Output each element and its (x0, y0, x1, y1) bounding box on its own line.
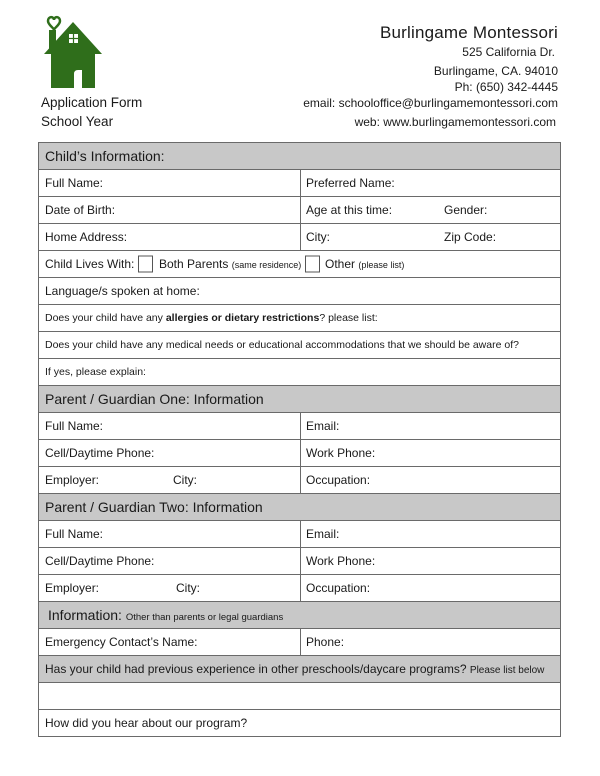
home-address-field[interactable]: Home Address: (45, 230, 128, 244)
both-parents-checkbox[interactable] (138, 256, 153, 273)
guardian-two-email-field[interactable]: Email: (306, 527, 340, 541)
guardian-one-occupation-field[interactable]: Occupation: (306, 473, 371, 487)
preferred-name-field[interactable]: Preferred Name: (306, 176, 395, 190)
preschool-question: Has your child had previous experience in other preschools/daycare programs? Please list below (45, 662, 545, 676)
guardian-one-work-phone-field[interactable]: Work Phone: (306, 446, 376, 460)
form-row (39, 332, 560, 359)
form-row (39, 278, 560, 305)
city-field[interactable]: City: (306, 230, 330, 244)
section-child-info (39, 143, 560, 170)
guardian-one-employer-field[interactable]: Employer: (45, 473, 100, 487)
form-row (39, 170, 560, 197)
form-row (39, 251, 560, 278)
form-row (39, 224, 560, 251)
guardian-two-work-phone-field[interactable]: Work Phone: (306, 554, 376, 568)
guardian-two-occupation-field[interactable]: Occupation: (306, 581, 371, 595)
explain-field[interactable]: If yes, please explain: (45, 366, 146, 378)
form-row (39, 440, 560, 467)
other-checkbox[interactable] (305, 256, 320, 273)
date-of-birth-field[interactable]: Date of Birth: (45, 203, 116, 217)
guardian-one-cell-field[interactable]: Cell/Daytime Phone: (45, 446, 155, 460)
form-row (39, 629, 560, 656)
guardian-one-city-field[interactable]: City: (173, 473, 197, 487)
language-field[interactable]: Language/s spoken at home: (45, 284, 200, 298)
allergies-field[interactable]: Does your child have any allergies or dietary restrictions? please list: (45, 312, 378, 324)
emergency-contact-field[interactable]: Emergency Contact’s Name: (45, 635, 198, 649)
school-year-label: School Year (41, 114, 114, 129)
form-title: Application Form (41, 95, 143, 110)
section-other-info (39, 602, 560, 629)
form-row (39, 656, 560, 683)
section-heading: Parent / Guardian Two: Information (45, 499, 263, 515)
section-heading: Child’s Information: (45, 148, 165, 164)
school-email: email: schooloffice@burlingamemontessori.com (303, 96, 558, 110)
form-row (39, 305, 560, 332)
emergency-phone-field[interactable]: Phone: (306, 635, 345, 649)
heart-icon (48, 17, 60, 30)
age-field[interactable]: Age at this time: (306, 203, 393, 217)
form-row (39, 413, 560, 440)
form-row (39, 575, 560, 602)
school-logo-house (40, 14, 106, 90)
form-row (39, 359, 560, 386)
hear-about-field[interactable]: How did you hear about our program? (45, 716, 248, 730)
guardian-two-employer-field[interactable]: Employer: (45, 581, 100, 595)
street-address: 525 California Dr. (462, 45, 555, 59)
form-row (39, 467, 560, 494)
medical-needs-question: Does your child have any medical needs or educational accommodations that we should be aware of? (45, 339, 519, 351)
school-website: web: www.burlingamemontessori.com (354, 115, 556, 129)
other-label: Other (please list) (325, 257, 405, 271)
guardian-one-name-field[interactable]: Full Name: (45, 419, 104, 433)
guardian-two-name-field[interactable]: Full Name: (45, 527, 104, 541)
form-row (39, 548, 560, 575)
gender-field[interactable]: Gender: (444, 203, 488, 217)
child-full-name-field[interactable]: Full Name: (45, 176, 104, 190)
guardian-two-city-field[interactable]: City: (176, 581, 200, 595)
school-name: Burlingame Montessori (379, 23, 558, 42)
both-parents-label: Both Parents (same residence) (159, 257, 302, 271)
section-heading: Information: Other than parents or legal guardians (48, 607, 284, 623)
guardian-one-email-field[interactable]: Email: (306, 419, 340, 433)
school-phone: Ph: (650) 342-4445 (454, 80, 558, 94)
form-row (39, 197, 560, 224)
preschool-answer-field[interactable] (39, 683, 560, 710)
city-state-zip: Burlingame, CA. 94010 (433, 64, 558, 78)
form-row (39, 710, 560, 737)
section-guardian-one (39, 386, 560, 413)
form-row (39, 521, 560, 548)
zip-code-field[interactable]: Zip Code: (444, 230, 497, 244)
lives-with-label: Child Lives With: (45, 257, 135, 271)
application-form (38, 142, 561, 737)
section-guardian-two (39, 494, 560, 521)
section-heading: Parent / Guardian One: Information (45, 391, 264, 407)
guardian-two-cell-field[interactable]: Cell/Daytime Phone: (45, 554, 155, 568)
